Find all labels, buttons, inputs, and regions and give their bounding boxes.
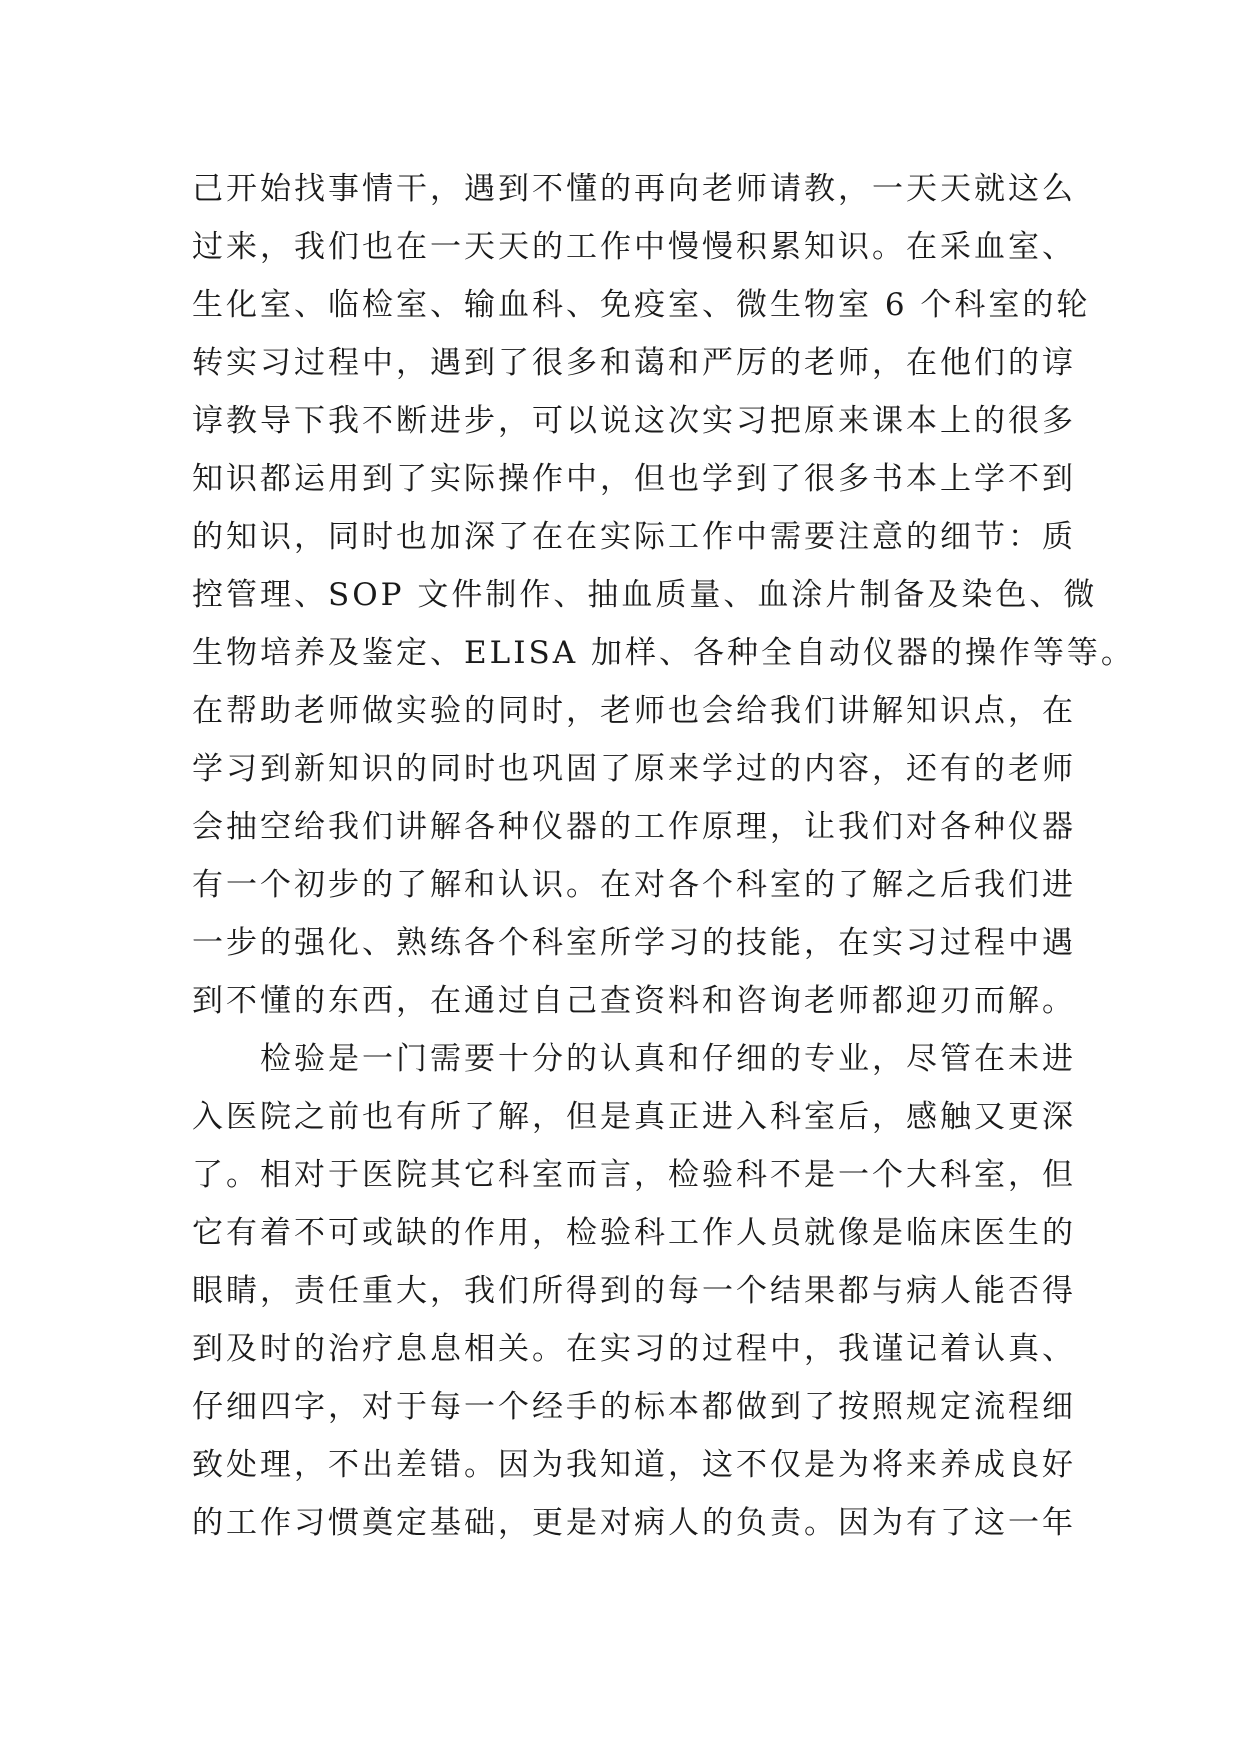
text-line: 谆教导下我不断进步，可以说这次实习把原来课本上的很多: [192, 403, 1076, 439]
text-line: 眼睛，责任重大，我们所得到的每一个结果都与病人能否得: [192, 1273, 1076, 1309]
text-line: 学习到新知识的同时也巩固了原来学过的内容，还有的老师: [192, 751, 1076, 787]
text-line: 控管理、SOP 文件制作、抽血质量、血涂片制备及染色、微: [192, 577, 1098, 613]
text-line: 检验是一门需要十分的认真和仔细的专业，尽管在未进: [192, 1041, 1076, 1077]
text-line: 入医院之前也有所了解，但是真正进入科室后，感触又更深: [192, 1099, 1076, 1135]
text-line: 己开始找事情干，遇到不懂的再向老师请教，一天天就这么: [192, 171, 1076, 207]
text-line: 的知识，同时也加深了在在实际工作中需要注意的细节：质: [192, 519, 1076, 555]
text-line: 致处理，不出差错。因为我知道，这不仅是为将来养成良好: [192, 1447, 1076, 1483]
text-line: 的工作习惯奠定基础，更是对病人的负责。因为有了这一年: [192, 1505, 1076, 1541]
text-line: 了。相对于医院其它科室而言，检验科不是一个大科室，但: [192, 1157, 1076, 1193]
text-line: 它有着不可或缺的作用，检验科工作人员就像是临床医生的: [192, 1215, 1076, 1251]
text-line: 知识都运用到了实际操作中，但也学到了很多书本上学不到: [192, 461, 1076, 497]
text-line: 到及时的治疗息息相关。在实习的过程中，我谨记着认真、: [192, 1331, 1076, 1367]
text-line: 过来，我们也在一天天的工作中慢慢积累知识。在采血室、: [192, 229, 1076, 265]
text-line: 会抽空给我们讲解各种仪器的工作原理，让我们对各种仪器: [192, 809, 1076, 845]
text-line: 仔细四字，对于每一个经手的标本都做到了按照规定流程细: [192, 1389, 1076, 1425]
text-line: 转实习过程中，遇到了很多和蔼和严厉的老师，在他们的谆: [192, 345, 1076, 381]
text-line: 有一个初步的了解和认识。在对各个科室的了解之后我们进: [192, 867, 1076, 903]
text-line: 生化室、临检室、输血科、免疫室、微生物室 6 个科室的轮: [192, 287, 1091, 323]
text-line: 到不懂的东西，在通过自己查资料和咨询老师都迎刃而解。: [192, 983, 1076, 1019]
body-text: [192, 160, 1135, 1552]
text-line: 生物培养及鉴定、ELISA 加样、各种全自动仪器的操作等等。: [192, 635, 1135, 671]
text-line: 一步的强化、熟练各个科室所学习的技能，在实习过程中遇: [192, 925, 1076, 961]
text-line: 在帮助老师做实验的同时，老师也会给我们讲解知识点，在: [192, 693, 1076, 729]
